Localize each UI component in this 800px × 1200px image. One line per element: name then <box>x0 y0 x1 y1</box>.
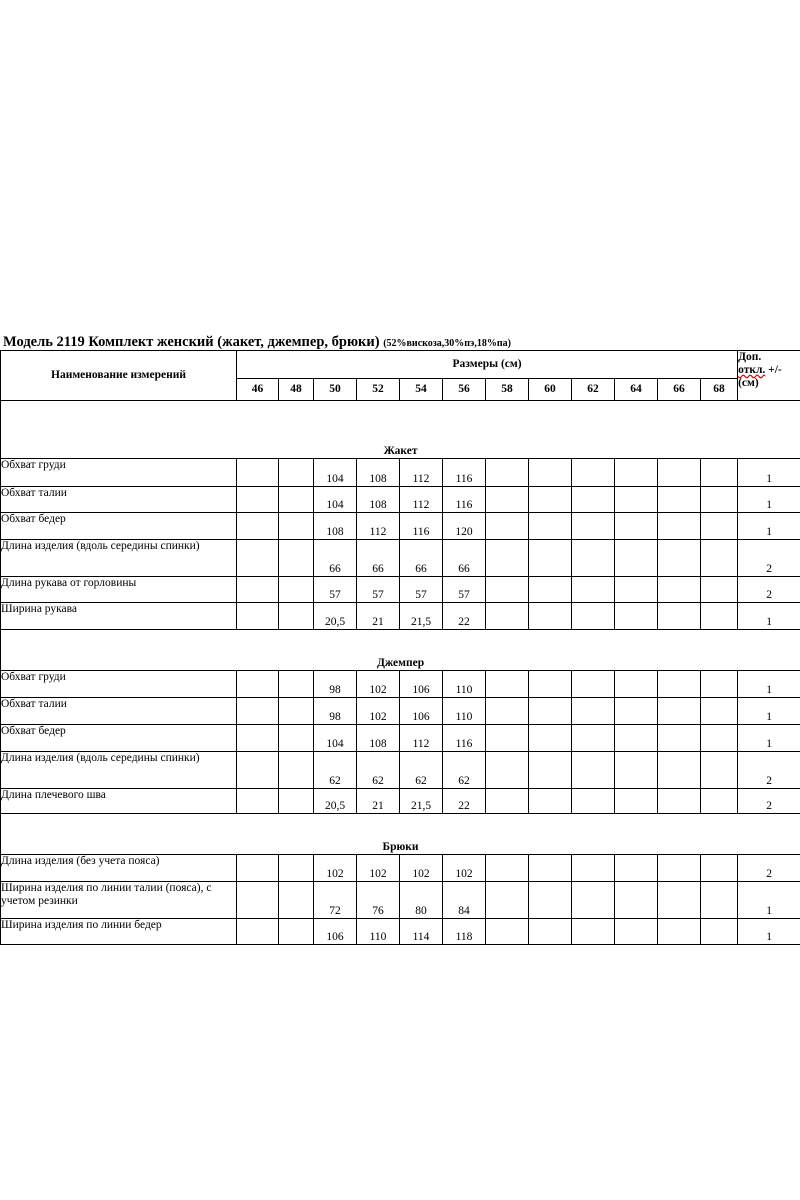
tolerance-cell: 1 <box>738 919 800 945</box>
value-cell <box>615 459 658 487</box>
size-header-10: 66 <box>658 379 701 401</box>
value-cell <box>658 919 701 945</box>
value-cell: 116 <box>400 513 443 540</box>
value-cell <box>486 577 529 603</box>
table-row <box>1 603 800 630</box>
value-cell: 118 <box>443 919 486 945</box>
value-cell <box>237 459 279 487</box>
value-cell: 84 <box>443 882 486 919</box>
tolerance-cell: 1 <box>738 698 800 725</box>
value-cell: 116 <box>443 725 486 752</box>
section-header-row <box>1 401 800 459</box>
value-cell <box>615 698 658 725</box>
table-row <box>1 882 800 919</box>
value-cell <box>237 919 279 945</box>
value-cell <box>701 752 738 789</box>
value-cell <box>279 513 314 540</box>
size-header-4: 54 <box>400 379 443 401</box>
table-row <box>1 855 800 882</box>
measurement-name: Обхват бедер <box>1 513 237 540</box>
value-cell <box>529 752 572 789</box>
fabric-composition: (52%вискоза,30%пэ,18%па) <box>383 338 511 349</box>
value-cell <box>572 513 615 540</box>
table-row <box>1 725 800 752</box>
value-cell <box>279 698 314 725</box>
value-cell <box>279 882 314 919</box>
section-title: Брюки <box>1 814 800 855</box>
value-cell <box>615 725 658 752</box>
tolerance-cell: 1 <box>738 725 800 752</box>
header-tolerance-line4: (см) <box>738 377 759 389</box>
tolerance-cell: 1 <box>738 513 800 540</box>
measurement-name: Длина плечевого шва <box>1 789 237 814</box>
size-header-9: 64 <box>615 379 658 401</box>
measurements-table <box>0 350 800 945</box>
value-cell <box>701 540 738 577</box>
value-cell <box>486 698 529 725</box>
header-tolerance-line3: +/- <box>768 364 782 376</box>
value-cell: 98 <box>314 671 357 698</box>
value-cell <box>701 855 738 882</box>
value-cell <box>615 882 658 919</box>
value-cell: 110 <box>443 698 486 725</box>
value-cell: 57 <box>443 577 486 603</box>
value-cell <box>237 603 279 630</box>
value-cell: 22 <box>443 789 486 814</box>
value-cell <box>486 855 529 882</box>
value-cell: 22 <box>443 603 486 630</box>
value-cell <box>572 540 615 577</box>
value-cell: 112 <box>400 487 443 513</box>
value-cell <box>658 698 701 725</box>
value-cell: 104 <box>314 487 357 513</box>
value-cell: 120 <box>443 513 486 540</box>
tolerance-cell: 2 <box>738 752 800 789</box>
value-cell <box>486 671 529 698</box>
value-cell <box>572 487 615 513</box>
value-cell <box>658 603 701 630</box>
value-cell: 108 <box>357 725 400 752</box>
value-cell <box>486 603 529 630</box>
value-cell <box>701 603 738 630</box>
value-cell <box>615 855 658 882</box>
measurement-name: Обхват груди <box>1 459 237 487</box>
value-cell <box>701 459 738 487</box>
value-cell <box>572 789 615 814</box>
value-cell: 72 <box>314 882 357 919</box>
measurement-name: Длина изделия (вдоль середины спинки) <box>1 752 237 789</box>
value-cell: 112 <box>357 513 400 540</box>
value-cell <box>237 752 279 789</box>
table-row <box>1 487 800 513</box>
value-cell: 102 <box>443 855 486 882</box>
value-cell <box>615 671 658 698</box>
value-cell <box>572 919 615 945</box>
value-cell: 112 <box>400 459 443 487</box>
value-cell <box>486 540 529 577</box>
value-cell <box>658 459 701 487</box>
table-row <box>1 789 800 814</box>
value-cell <box>572 603 615 630</box>
value-cell: 102 <box>357 855 400 882</box>
value-cell <box>237 487 279 513</box>
table-row <box>1 698 800 725</box>
value-cell <box>486 487 529 513</box>
value-cell <box>529 487 572 513</box>
header-row-top <box>1 351 800 379</box>
table-row <box>1 752 800 789</box>
value-cell <box>701 789 738 814</box>
measurement-name: Обхват талии <box>1 487 237 513</box>
value-cell: 62 <box>357 752 400 789</box>
value-cell: 80 <box>400 882 443 919</box>
value-cell <box>486 513 529 540</box>
value-cell <box>615 603 658 630</box>
value-cell <box>529 789 572 814</box>
header-tolerance <box>738 351 800 401</box>
value-cell: 112 <box>400 725 443 752</box>
section-title: Жакет <box>1 401 800 459</box>
value-cell: 102 <box>357 671 400 698</box>
value-cell <box>701 671 738 698</box>
value-cell <box>658 882 701 919</box>
value-cell <box>279 919 314 945</box>
value-cell <box>658 789 701 814</box>
value-cell <box>701 487 738 513</box>
size-header-3: 52 <box>357 379 400 401</box>
value-cell: 57 <box>400 577 443 603</box>
value-cell <box>279 603 314 630</box>
value-cell <box>615 752 658 789</box>
measurement-name: Обхват талии <box>1 698 237 725</box>
table-row <box>1 671 800 698</box>
value-cell: 21,5 <box>400 603 443 630</box>
tolerance-cell: 1 <box>738 459 800 487</box>
value-cell <box>529 540 572 577</box>
measurement-name: Обхват бедер <box>1 725 237 752</box>
value-cell <box>529 577 572 603</box>
measurement-name: Ширина изделия по линии бедер <box>1 919 237 945</box>
size-header-1: 48 <box>279 379 314 401</box>
value-cell <box>237 671 279 698</box>
value-cell <box>279 725 314 752</box>
value-cell: 116 <box>443 459 486 487</box>
value-cell <box>237 882 279 919</box>
value-cell <box>279 540 314 577</box>
size-header-7: 60 <box>529 379 572 401</box>
size-header-6: 58 <box>486 379 529 401</box>
value-cell: 20,5 <box>314 789 357 814</box>
value-cell: 104 <box>314 725 357 752</box>
measurement-name: Ширина рукава <box>1 603 237 630</box>
value-cell: 98 <box>314 698 357 725</box>
value-cell <box>237 698 279 725</box>
value-cell <box>615 540 658 577</box>
table-row <box>1 919 800 945</box>
value-cell: 114 <box>400 919 443 945</box>
value-cell: 110 <box>357 919 400 945</box>
value-cell <box>237 725 279 752</box>
header-tolerance-line2: откл. <box>738 364 766 376</box>
value-cell: 106 <box>400 698 443 725</box>
value-cell: 62 <box>400 752 443 789</box>
value-cell <box>529 882 572 919</box>
value-cell: 57 <box>314 577 357 603</box>
value-cell <box>658 725 701 752</box>
value-cell: 104 <box>314 459 357 487</box>
value-cell <box>658 577 701 603</box>
value-cell <box>529 459 572 487</box>
value-cell: 76 <box>357 882 400 919</box>
size-header-2: 50 <box>314 379 357 401</box>
value-cell: 108 <box>357 487 400 513</box>
value-cell: 106 <box>400 671 443 698</box>
value-cell: 116 <box>443 487 486 513</box>
value-cell: 108 <box>314 513 357 540</box>
value-cell <box>279 577 314 603</box>
value-cell: 66 <box>314 540 357 577</box>
value-cell <box>701 698 738 725</box>
value-cell <box>658 513 701 540</box>
header-tolerance-line1: Доп. <box>738 351 762 363</box>
value-cell <box>701 725 738 752</box>
value-cell <box>237 789 279 814</box>
value-cell: 102 <box>314 855 357 882</box>
value-cell <box>572 725 615 752</box>
tolerance-cell: 1 <box>738 882 800 919</box>
value-cell <box>529 513 572 540</box>
value-cell: 21 <box>357 603 400 630</box>
value-cell <box>279 487 314 513</box>
value-cell <box>279 459 314 487</box>
value-cell <box>237 577 279 603</box>
value-cell: 66 <box>400 540 443 577</box>
value-cell <box>658 671 701 698</box>
value-cell <box>701 919 738 945</box>
measurement-name: Длина рукава от горловины <box>1 577 237 603</box>
value-cell <box>279 789 314 814</box>
value-cell <box>279 752 314 789</box>
value-cell: 20,5 <box>314 603 357 630</box>
tolerance-cell: 1 <box>738 487 800 513</box>
value-cell: 21,5 <box>400 789 443 814</box>
value-cell <box>529 671 572 698</box>
value-cell <box>237 855 279 882</box>
value-cell <box>572 698 615 725</box>
value-cell <box>486 882 529 919</box>
value-cell: 57 <box>357 577 400 603</box>
value-cell <box>615 513 658 540</box>
value-cell <box>615 487 658 513</box>
value-cell <box>529 603 572 630</box>
value-cell <box>615 789 658 814</box>
value-cell <box>572 671 615 698</box>
tolerance-cell: 2 <box>738 855 800 882</box>
tolerance-cell: 2 <box>738 577 800 603</box>
value-cell: 21 <box>357 789 400 814</box>
value-cell <box>237 540 279 577</box>
value-cell <box>572 752 615 789</box>
value-cell <box>529 855 572 882</box>
value-cell <box>486 459 529 487</box>
value-cell <box>572 855 615 882</box>
value-cell <box>658 540 701 577</box>
value-cell <box>701 513 738 540</box>
value-cell <box>486 752 529 789</box>
value-cell <box>529 919 572 945</box>
size-header-0: 46 <box>237 379 279 401</box>
value-cell: 102 <box>400 855 443 882</box>
table-row <box>1 459 800 487</box>
table-row <box>1 577 800 603</box>
value-cell: 110 <box>443 671 486 698</box>
size-header-11: 68 <box>701 379 738 401</box>
value-cell: 66 <box>357 540 400 577</box>
value-cell: 108 <box>357 459 400 487</box>
measurement-name: Обхват груди <box>1 671 237 698</box>
value-cell <box>572 882 615 919</box>
table-row <box>1 513 800 540</box>
value-cell <box>486 919 529 945</box>
value-cell <box>529 698 572 725</box>
measurement-name: Длина изделия (вдоль середины спинки) <box>1 540 237 577</box>
table-row <box>1 540 800 577</box>
tolerance-cell: 2 <box>738 789 800 814</box>
size-header-5: 56 <box>443 379 486 401</box>
section-header-row <box>1 630 800 671</box>
value-cell <box>658 855 701 882</box>
value-cell <box>658 487 701 513</box>
value-cell <box>658 752 701 789</box>
header-sizes: Размеры (см) <box>237 351 738 379</box>
value-cell: 62 <box>443 752 486 789</box>
value-cell: 106 <box>314 919 357 945</box>
document-title-main: Модель 2119 Комплект женский (жакет, джемпер, брюки) <box>3 334 380 350</box>
tolerance-cell: 2 <box>738 540 800 577</box>
size-header-8: 62 <box>572 379 615 401</box>
tolerance-cell: 1 <box>738 671 800 698</box>
value-cell: 62 <box>314 752 357 789</box>
value-cell <box>486 789 529 814</box>
value-cell <box>279 855 314 882</box>
value-cell: 66 <box>443 540 486 577</box>
measurement-name: Длина изделия (без учета пояса) <box>1 855 237 882</box>
value-cell <box>486 725 529 752</box>
value-cell <box>237 513 279 540</box>
value-cell <box>572 577 615 603</box>
value-cell <box>701 577 738 603</box>
value-cell: 102 <box>357 698 400 725</box>
value-cell <box>529 725 572 752</box>
value-cell <box>615 919 658 945</box>
measurement-name: Ширина изделия по линии талии (пояса), с учетом резинки <box>1 882 237 919</box>
section-header-row <box>1 814 800 855</box>
value-cell <box>279 671 314 698</box>
tolerance-cell: 1 <box>738 603 800 630</box>
value-cell <box>615 577 658 603</box>
header-measurement-name: Наименование измерений <box>1 351 237 401</box>
value-cell <box>701 882 738 919</box>
value-cell <box>572 459 615 487</box>
section-title: Джемпер <box>1 630 800 671</box>
